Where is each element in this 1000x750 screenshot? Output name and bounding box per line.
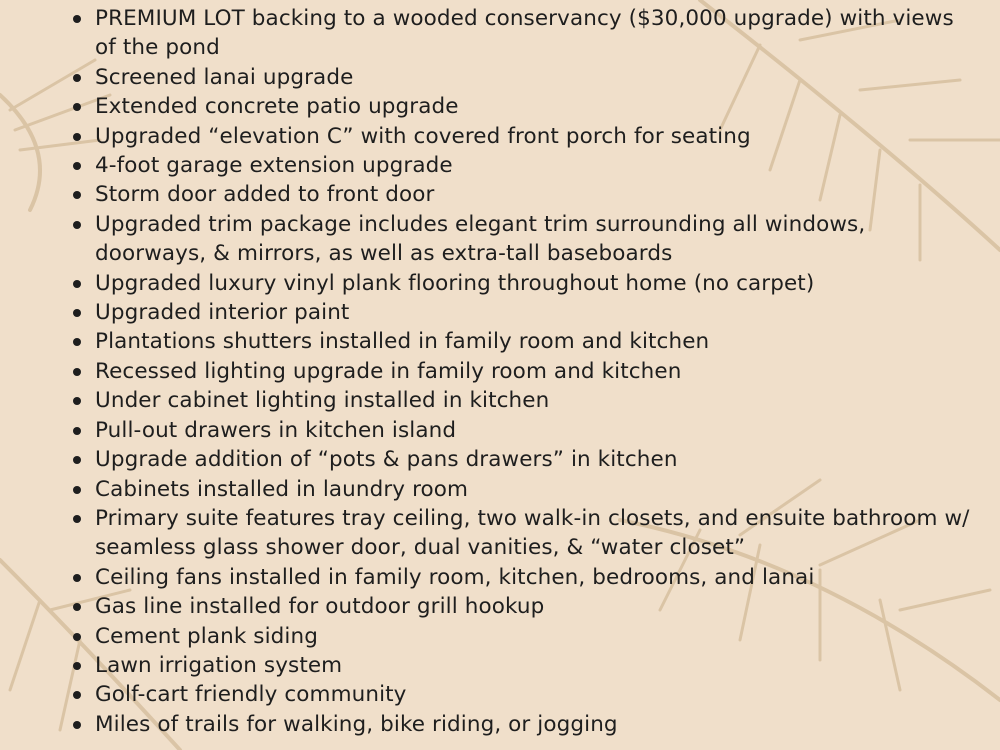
list-item-text: 4-foot garage extension upgrade	[95, 153, 453, 179]
bullet-icon	[73, 721, 81, 729]
list-item	[95, 563, 975, 592]
bullet-icon	[73, 221, 81, 229]
list-item	[95, 4, 975, 63]
list-item	[95, 210, 975, 269]
list-item-text: Upgraded luxury vinyl plank flooring throughout home (no carpet)	[95, 270, 815, 296]
list-item	[95, 622, 975, 651]
bullet-icon	[73, 15, 81, 23]
bullet-icon	[73, 662, 81, 670]
bullet-icon	[73, 486, 81, 494]
list-item	[95, 592, 975, 621]
bullet-icon	[73, 162, 81, 170]
list-item-text: Cabinets installed in laundry room	[95, 476, 469, 502]
list-item-text: Gas line installed for outdoor grill hookup	[95, 594, 545, 620]
list-item	[95, 327, 975, 356]
list-item-text: Ceiling fans installed in family room, kitchen, bedrooms, and lanai	[95, 564, 815, 590]
bullet-icon	[73, 74, 81, 82]
list-item	[95, 357, 975, 386]
list-item	[95, 298, 975, 327]
list-item-text: Upgrade addition of “pots & pans drawers” in kitchen	[95, 447, 678, 473]
list-item-text: Pull-out drawers in kitchen island	[95, 417, 457, 443]
list-item-text: PREMIUM LOT backing to a wooded conservancy ($30,000 upgrade) with views of the pond	[95, 6, 954, 61]
list-item-text: Upgraded trim package includes elegant trim surrounding all windows, doorways, & mirrors, as well as extra-tall baseboards	[95, 211, 866, 267]
list-item	[95, 180, 975, 209]
list-item	[95, 680, 975, 709]
bullet-icon	[73, 368, 81, 376]
list-item	[95, 151, 975, 180]
bullet-icon	[73, 280, 81, 288]
list-item-text: Cement plank siding	[95, 623, 318, 649]
list-item	[95, 504, 975, 563]
bullet-icon	[73, 633, 81, 641]
list-item-text: Extended concrete patio upgrade	[95, 94, 459, 120]
bullet-icon	[73, 309, 81, 317]
bullet-icon	[73, 133, 81, 141]
list-item	[95, 63, 975, 92]
list-item-text: Under cabinet lighting installed in kitchen	[95, 388, 550, 414]
list-item-text: Screened lanai upgrade	[95, 64, 354, 90]
bullet-icon	[73, 574, 81, 582]
list-item-text: Plantations shutters installed in family room and kitchen	[95, 329, 710, 355]
list-item-text: Recessed lighting upgrade in family room and kitchen	[95, 358, 682, 384]
list-item-text: Storm door added to front door	[95, 182, 435, 208]
bullet-icon	[73, 427, 81, 435]
list-item	[95, 386, 975, 415]
list-item	[95, 710, 975, 739]
list-item-text: Golf-cart friendly community	[95, 682, 407, 708]
list-item-text: Upgraded “elevation C” with covered front porch for seating	[95, 123, 751, 149]
list-item	[95, 475, 975, 504]
list-item	[95, 269, 975, 298]
list-item-text: Miles of trails for walking, bike riding, or jogging	[95, 711, 618, 737]
bullet-icon	[73, 515, 81, 523]
list-item	[95, 122, 975, 151]
list-item	[95, 416, 975, 445]
list-item	[95, 445, 975, 474]
list-item-text: Upgraded interior paint	[95, 300, 350, 326]
list-item-text: Lawn irrigation system	[95, 652, 343, 678]
feature-list	[95, 4, 975, 739]
list-item-text: Primary suite features tray ceiling, two walk-in closets, and ensuite bathroom w/ seamless glass shower door, dual vanities, & “water closet”	[95, 505, 970, 561]
list-item	[95, 92, 975, 121]
list-item	[95, 651, 975, 680]
